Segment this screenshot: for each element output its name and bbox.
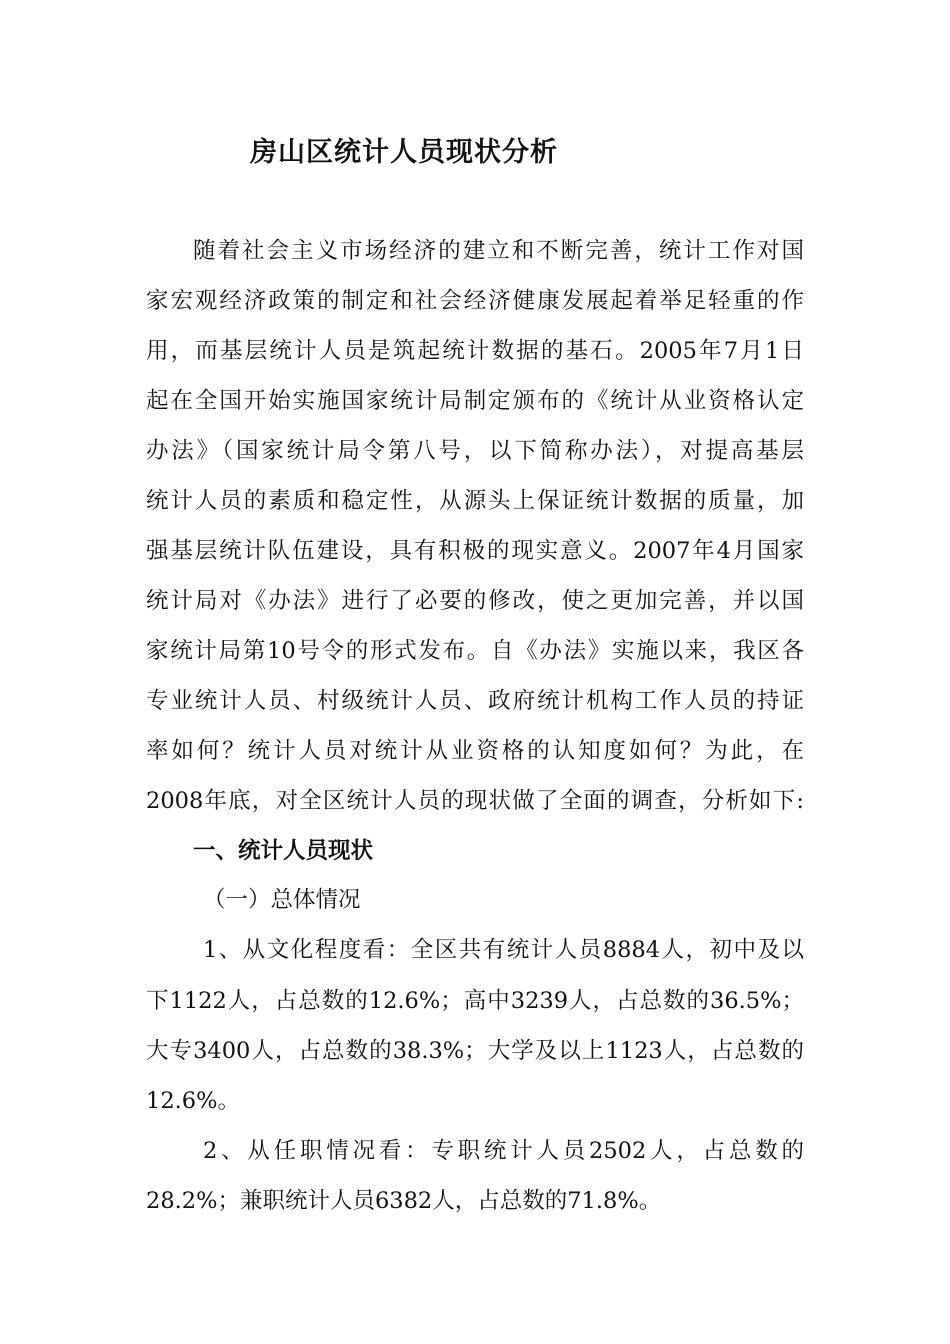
intro-line-6: 统计人员的素质和稳定性，从源头上保证统计数据的质量，加 <box>146 488 804 514</box>
subsection-heading: （一）总体情况 <box>203 887 361 913</box>
document-title: 房山区统计人员现状分析 <box>250 137 558 168</box>
intro-line-9: 家统计局第10号令的形式发布。自《办法》实施以来，我区各 <box>146 638 804 664</box>
intro-line-11: 率如何？统计人员对统计从业资格的认知度如何？为此，在 <box>146 738 804 764</box>
item-1-line-2: 下1122人，占总数的12.6%；高中3239人，占总数的36.5%； <box>146 988 804 1014</box>
item-1-line-4: 12.6%。 <box>146 1088 240 1114</box>
intro-line-1: 随着社会主义市场经济的建立和不断完善，统计工作对国 <box>193 238 804 264</box>
intro-line-4: 起在全国开始实施国家统计局制定颁布的《统计从业资格认定 <box>146 388 804 414</box>
intro-line-3: 用，而基层统计人员是筑起统计数据的基石。2005年7月1日 <box>146 338 804 364</box>
intro-line-5: 办法》（国家统计局令第八号，以下简称办法），对提高基层 <box>146 438 804 464</box>
intro-line-10: 专业统计人员、村级统计人员、政府统计机构工作人员的持证 <box>146 688 804 714</box>
intro-line-2: 家宏观经济政策的制定和社会经济健康发展起着举足轻重的作 <box>146 288 804 314</box>
item-2-line-1: 2、从任职情况看：专职统计人员2502人，占总数的 <box>203 1138 804 1164</box>
intro-line-8: 统计局对《办法》进行了必要的修改，使之更加完善，并以国 <box>146 588 804 614</box>
item-1-line-1: 1、从文化程度看：全区共有统计人员8884人，初中及以 <box>203 937 804 963</box>
intro-line-12: 2008年底，对全区统计人员的现状做了全面的调查，分析如下: <box>146 788 804 814</box>
item-1-line-3: 大专3400人，占总数的38.3%；大学及以上1123人，占总数的 <box>146 1038 804 1064</box>
item-2-line-2: 28.2%；兼职统计人员6382人，占总数的71.8%。 <box>146 1188 662 1214</box>
section-heading: 一、统计人员现状 <box>193 838 374 864</box>
intro-line-7: 强基层统计队伍建设，具有积极的现实意义。2007年4月国家 <box>146 538 804 564</box>
